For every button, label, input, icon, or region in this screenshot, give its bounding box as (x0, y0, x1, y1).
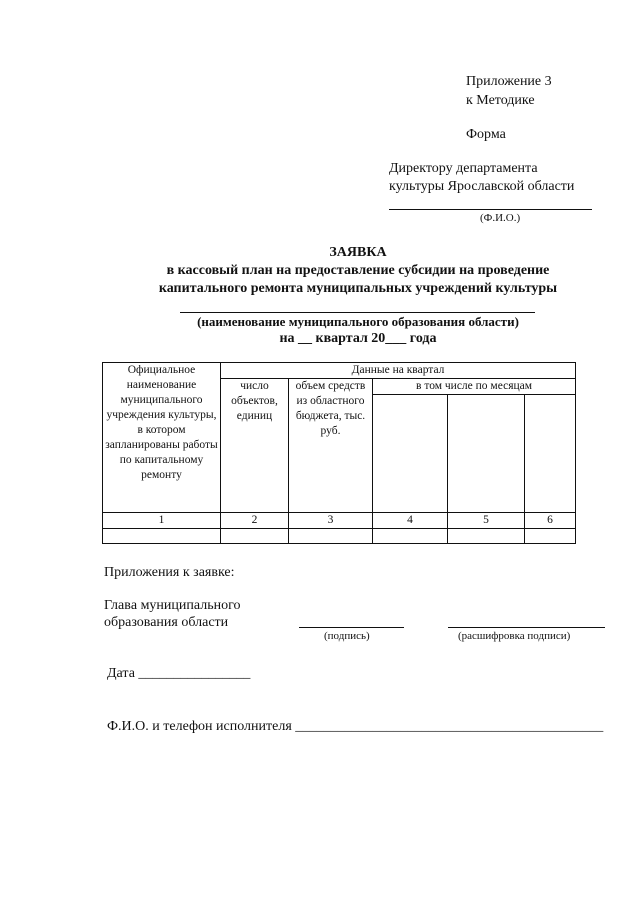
col-number: 2 (221, 513, 289, 529)
municipality-line (180, 312, 535, 313)
attachments-label: Приложения к заявке: (104, 565, 235, 580)
month-1-header (373, 395, 448, 513)
quarter-data-header: Данные на квартал (221, 363, 576, 379)
month-2-header (448, 395, 525, 513)
signature-line[interactable] (299, 627, 404, 628)
addressee-line-2: культуры Ярославской области (389, 179, 575, 194)
head-line-1: Главa муниципального (104, 598, 241, 613)
signature-caption: (подпись) (324, 630, 370, 642)
column-numbers-row (103, 513, 576, 529)
col-number: 4 (373, 513, 448, 529)
request-table (102, 362, 576, 544)
fio-signature-line (389, 209, 592, 210)
col-number: 3 (289, 513, 373, 529)
executor-field[interactable]: Ф.И.О. и телефон исполнителя ____________________________________________ (107, 719, 604, 734)
document-title: ЗАЯВКА (329, 245, 387, 260)
table-cell[interactable] (103, 529, 221, 544)
objects-count-header: число объектов, единиц (221, 379, 289, 513)
table-cell[interactable] (289, 529, 373, 544)
appendix-line-2: к Методике (466, 93, 535, 108)
form-label: Форма (466, 127, 506, 142)
col-number: 6 (525, 513, 576, 529)
municipality-caption: (наименование муниципального образования области) (197, 314, 519, 329)
fio-caption: (Ф.И.О.) (480, 212, 521, 224)
institution-name-header: Официальное наименование муниципального учреждения культуры, в котором запланированы работы по капитальному ремонту (103, 363, 221, 513)
table-cell[interactable] (525, 529, 576, 544)
table-cell[interactable] (373, 529, 448, 544)
table-cell[interactable] (221, 529, 289, 544)
title-line-2: в кассовый план на предоставление субсидии на проведение (166, 263, 550, 278)
signature-decode-line[interactable] (448, 627, 605, 628)
appendix-line-1: Приложение 3 (466, 74, 552, 89)
months-header: в том числе по месяцам (373, 379, 576, 395)
col-number: 1 (103, 513, 221, 529)
table-cell[interactable] (448, 529, 525, 544)
month-3-header (525, 395, 576, 513)
title-line-3: капитального ремонта муниципальных учреждений культуры (158, 281, 558, 296)
signature-decode-caption: (расшифровка подписи) (458, 630, 571, 642)
addressee-line-1: Директору департамента (389, 161, 538, 176)
head-line-2: образования области (104, 615, 229, 630)
quarter-line: на __ квартал 20___ года (279, 331, 437, 346)
col-number: 5 (448, 513, 525, 529)
date-field[interactable]: Дата ________________ (107, 666, 251, 681)
table-row (103, 529, 576, 544)
budget-amount-header: объем средств из областного бюджета, тыс. руб. (289, 379, 373, 513)
